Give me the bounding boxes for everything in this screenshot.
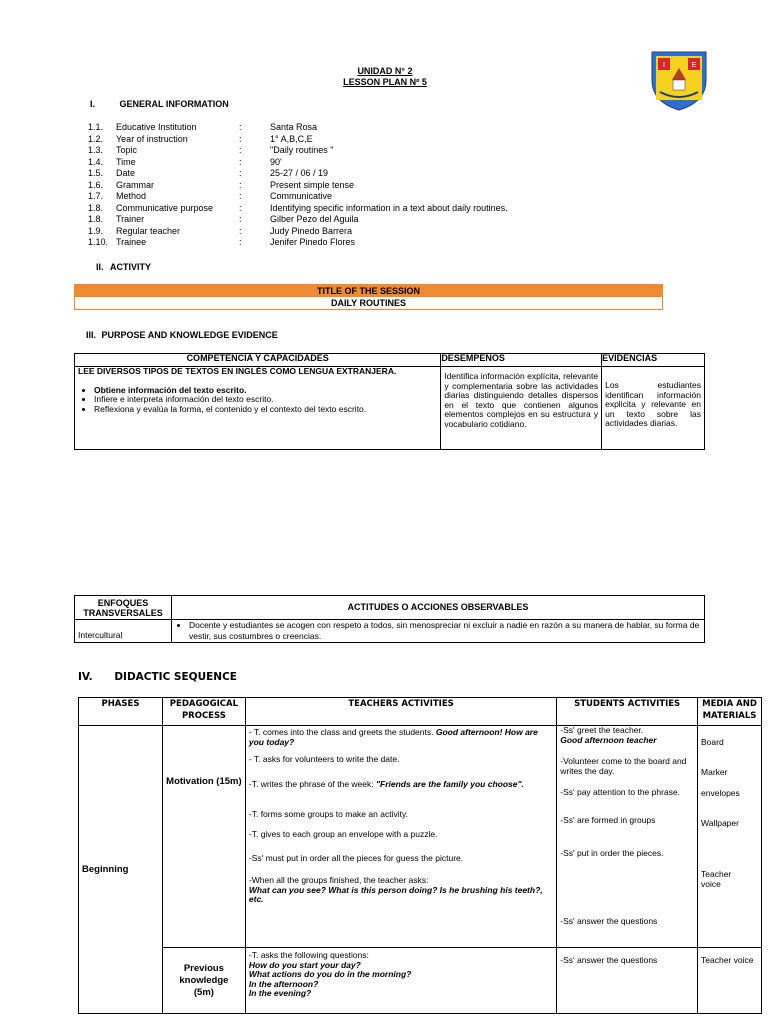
materials-cell [698,726,762,948]
didactic-sequence-table [78,697,762,1014]
material-item: envelopes [701,788,740,798]
process-cell: Motivation (15m) [162,726,245,948]
material-item: Teacher voice [701,869,732,889]
competence-title: LEE DIVERSOS TIPOS DE TEXTOS EN INGLÉS COMO LENGUA EXTRANJERA. [78,366,397,376]
section-title: PURPOSE AND KNOWLEDGE EVIDENCE [101,330,278,340]
activity-line: - T. comes into the class and greets the students. Good afternoon! How are you today? [248,727,538,747]
enfoques-table [74,595,705,643]
general-info-row [88,237,608,249]
info-label: Method [116,191,147,201]
activity-line: -T. writes the phrase of the week: "Friends are the family you choose". [248,779,524,789]
teacher-activities-cell [245,726,556,948]
student-line: -Ss' are formed in groups [560,814,656,825]
info-value: Santa Rosa [270,122,318,132]
student-line: -Ss' answer the questions [560,915,658,926]
svg-text:E: E [691,62,697,69]
info-label: Date [116,168,136,178]
section-number: III. [86,330,97,340]
list-item: • Obtiene información del texto escrito. [94,386,437,396]
materials-cell: Teacher voice [698,948,762,1014]
column-header: ENFOQUES TRANSVERSALES [75,596,172,620]
general-info-row [88,180,608,192]
activity-line: -T. asks the following questions: [248,950,369,960]
list-item: • Reflexiona y evalúa la forma, el contenido y el contexto del texto escrito. [94,405,437,415]
desempenos-cell: Identifica información explícita, relevante y complementaria sobre las actividades diarias distinguiendo detalles dispersos en el texto que contienen algunos elementos complejos en su estructura y vocabulario cotidiano. [441,367,602,450]
section-number: IV. [78,671,93,683]
info-separator: : [239,122,242,132]
general-info-row [88,168,608,180]
section-title: DIDACTIC SEQUENCE [114,671,237,683]
info-number: 1.1. [88,122,104,132]
info-value: Present simple tense [270,179,355,190]
info-separator: : [239,168,242,178]
activity-line: - T. asks for volunteers to write the date. [248,754,400,764]
question-item: What actions do you do in the morning? [248,969,412,979]
material-item: Wallpaper [701,817,739,828]
column-header: PEDAGOGICAL PROCESS [162,698,245,726]
info-number: 1.6. [88,179,104,190]
question-list: What can you see? What is this person doing? Is he brushing his teeth?, etc. [248,884,543,904]
section-title: ACTIVITY [110,262,152,272]
info-label: Grammar [116,179,154,190]
activity-line: -When all the groups finished, the teacher asks: What can you see? What is this person doing? Is he brushing his teeth?, etc. [249,876,553,905]
info-value: Communicative [270,191,333,201]
info-number: 1.8. [88,202,104,213]
section-didactic-heading [78,671,237,683]
info-number: 1.9. [88,225,104,236]
list-item: • Infiere e interpreta información del texto escrito. [94,395,437,405]
student-activities-cell: -Ss' answer the questions [557,948,698,1014]
info-separator: : [239,202,242,213]
student-activities-cell [557,726,698,948]
session-title: DAILY ROUTINES [330,298,406,308]
info-label: Trainee [116,237,147,247]
column-header: STUDENTS ACTIVITIES [557,698,698,726]
column-header: EVIDENCIAS [602,354,705,367]
list-item: • Docente y estudiantes se acogen con respeto a todos, sin menospreciar ni excluir a nadie en razón a su manera de hablar, su forma de vestir, sus costumbres o creencias. [189,620,701,642]
info-number: 1.5. [88,168,104,178]
question-item: In the afternoon? [248,978,319,989]
general-info-row [88,134,608,146]
section-number: II. [96,262,104,272]
general-info-row [88,157,608,169]
general-info-row [88,191,608,203]
info-separator: : [239,225,242,236]
info-number: 1.7. [88,191,104,201]
info-label: Year of instruction [116,133,188,144]
student-line: -Ss' greet the teacher. Good afternoon teacher [560,725,657,745]
evidencias-cell: Los estudiantes identifican información explicita y relevante en un texto sobre las actividades diarias. [602,367,705,450]
student-line: -Volunteer come to the board and writes the day. [560,756,687,776]
info-value: 25-27 / 06 / 19 [270,168,329,178]
info-number: 1.2. [88,133,104,144]
school-logo [650,50,708,112]
unit-title: UNIDAD N° 2 [357,66,413,76]
info-value: 90' [270,156,282,167]
column-header: DESEMPEÑOS [441,354,602,367]
info-label: Time [116,156,136,167]
section-activity-heading [96,262,151,272]
info-value: Identifying specific information in a text about daily routines. [270,202,508,213]
section-title: GENERAL INFORMATION [119,99,229,109]
info-value: "Daily routines " [270,145,334,155]
process-cell: Previous knowledge (5m) [162,948,245,1014]
svg-text:I: I [663,62,665,69]
general-info-row [88,226,608,238]
info-number: 1.8. [88,214,104,224]
column-header: ACTITUDES O ACCIONES OBSERVABLES [171,596,704,620]
material-item: Board [701,737,724,747]
competence-table [74,353,705,450]
document-title [260,66,510,88]
info-value: Gilber Pezo del Aguila [270,214,359,224]
material-item: Marker [701,766,728,777]
info-label: Communicative purpose [116,202,214,213]
activity-line: -T. gives to each group an envelope with a puzzle. [248,829,438,839]
capacities-list [78,386,437,415]
info-label: Trainer [116,214,145,224]
column-header: COMPETENCIA Y CAPACIDADES [75,354,441,367]
info-separator: : [239,145,242,155]
session-title-label: TITLE OF THE SESSION [75,285,662,297]
lesson-plan-title: LESSON PLAN Nº 5 [343,77,427,87]
column-header: TEACHERS ACTIVITIES [245,698,556,726]
info-number: 1.4. [88,156,104,167]
phase-cell: Beginning [79,726,163,1014]
info-separator: : [239,179,242,190]
general-info-row [88,203,608,215]
section-purpose-heading [86,330,278,340]
activity-line: -T. forms some groups to make an activity. [248,809,408,819]
info-value: 1° A,B,C,E [270,133,313,144]
student-line: -Ss' put in order the pieces. [560,848,664,858]
info-value: Jenifer Pinedo Flores [270,237,356,247]
info-label: Regular teacher [116,225,181,236]
enfoque-cell: Intercultural [75,620,172,643]
question-item: In the evening? [248,988,312,998]
info-separator: : [239,214,242,224]
info-separator: : [239,156,242,167]
section-number: I. [90,99,96,109]
info-separator: : [239,133,242,144]
info-label: Topic [116,145,138,155]
info-separator: : [239,191,242,201]
actitud-cell [171,620,704,643]
info-separator: : [239,237,242,247]
info-number: 1.3. [88,145,104,155]
general-info-row [88,145,608,157]
column-header: PHASES [79,698,163,726]
teacher-activities-cell [245,948,556,1014]
activity-line: -Ss' must put in order all the pieces for guess the picture. [248,853,464,863]
question-item: How do you start your day? [248,959,361,970]
column-header: MEDIA AND MATERIALS [698,698,762,726]
info-number: 1.10. [88,237,109,247]
student-line: -Ss' pay attention to the phrase. [560,787,680,797]
info-value: Judy Pinedo Barrera [270,225,353,236]
general-info-row [88,122,608,134]
session-title-box [74,284,663,310]
info-label: Educative Institution [116,122,197,132]
competence-cell [75,367,441,450]
general-info-row [88,214,608,226]
section-general-heading [90,99,229,109]
